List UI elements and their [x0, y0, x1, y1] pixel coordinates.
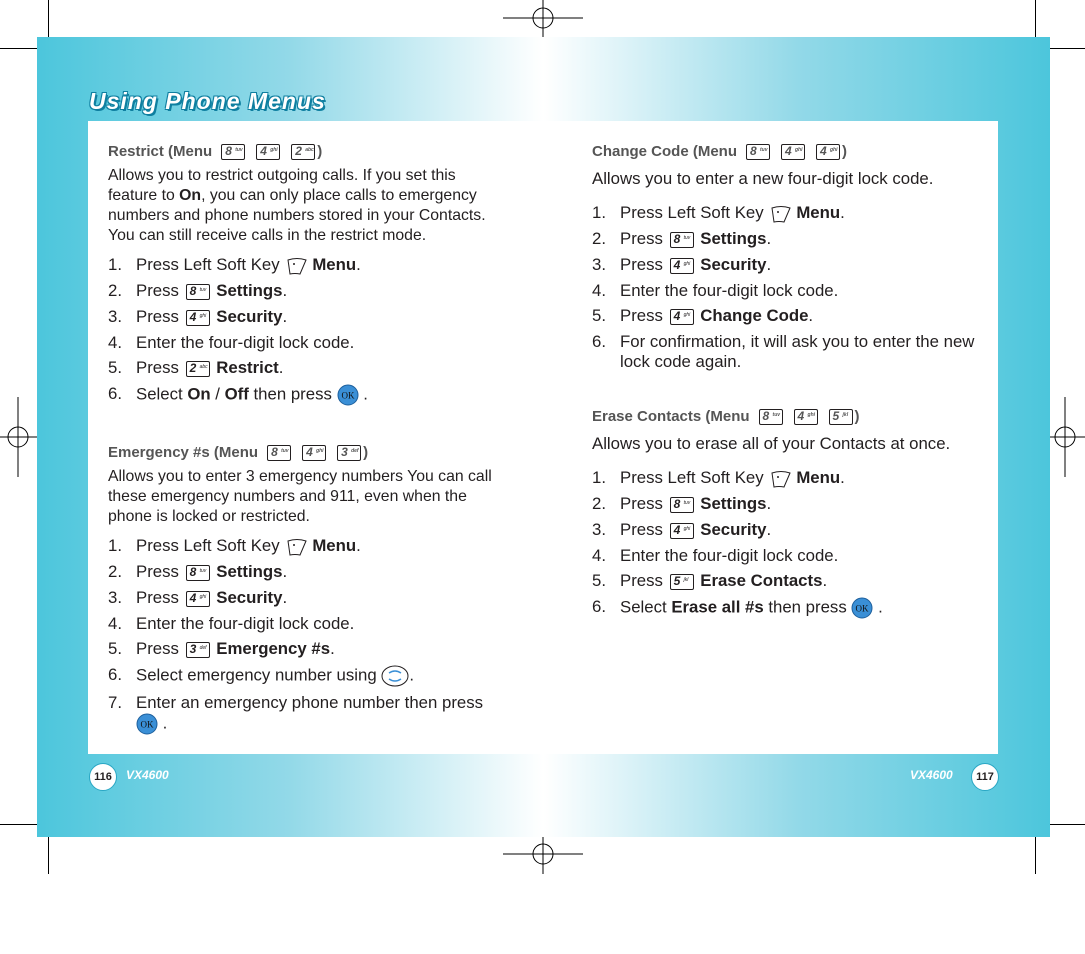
- ok-key-icon: [851, 597, 873, 619]
- svg-text:OK: OK: [140, 719, 154, 730]
- key-4-icon: 4 ghi: [256, 144, 280, 160]
- key-3-icon: 3 def: [337, 445, 361, 461]
- svg-text:OK: OK: [855, 603, 869, 614]
- svg-text:OK: OK: [341, 390, 355, 401]
- heading-close: ): [854, 408, 860, 425]
- list-item: 3. Press 4 ghi Security.: [592, 519, 772, 539]
- key-5-icon: 5 jkl: [829, 409, 853, 425]
- ok-key-icon: [337, 384, 359, 406]
- list-item: 4. Enter the four-digit lock code.: [108, 613, 355, 633]
- page-number-left: 116: [89, 763, 117, 791]
- key-8-icon: 8 tuv: [186, 565, 210, 581]
- list-item: 1. Press Left Soft Key Menu.: [592, 468, 845, 487]
- heading-close: ): [363, 444, 369, 461]
- list-item: 1. Press Left Soft Key Menu.: [592, 203, 845, 222]
- key-8-icon: 8 tuv: [746, 144, 770, 160]
- registration-mark-icon: [0, 397, 40, 477]
- list-item: 6. For confirmation, it will ask you to enter the new lock code again.: [592, 332, 975, 371]
- list-item: 5. Press 5 jkl Erase Contacts.: [592, 571, 828, 591]
- key-8-icon: 8 tuv: [759, 409, 783, 425]
- heading-close: ): [842, 143, 847, 160]
- list-item: 3. Press 4 ghi Security.: [592, 254, 772, 274]
- heading-text: Change Code (Menu: [592, 143, 737, 160]
- step-list: [108, 255, 498, 406]
- heading-close: ): [317, 143, 323, 160]
- left-soft-key-icon: [286, 256, 308, 276]
- heading-text: Restrict (Menu: [108, 143, 213, 160]
- ok-key-icon: [136, 713, 158, 735]
- key-2-icon: 2 abc: [291, 144, 315, 160]
- section-heading: [108, 143, 498, 161]
- key-8-icon: 8 tuv: [186, 284, 210, 300]
- section-heading: [108, 444, 498, 462]
- menu-key-sequence: [265, 445, 363, 461]
- restrict-section: [108, 143, 498, 406]
- left-soft-key-icon: [770, 204, 792, 224]
- key-8-icon: 8 tuv: [221, 144, 245, 160]
- left-column: [108, 121, 498, 740]
- section-heading: [592, 143, 984, 161]
- list-item: 4. Enter the four-digit lock code.: [592, 545, 839, 565]
- list-item: 2. Press 8 tuv Settings.: [592, 229, 772, 249]
- key-4-icon: 4 ghi: [670, 523, 694, 539]
- section-description: Allows you to restrict outgoing calls. If you set this feature to On, you can only place calls to emergency numbers and phone numbers stored in your Contacts. You can still receive calls in the restrict mode.: [108, 167, 486, 244]
- key-5-icon: 5 jkl: [670, 574, 694, 590]
- list-item: 4. Enter the four-digit lock code.: [108, 332, 355, 352]
- page-title: Using Phone Menus: [89, 88, 326, 114]
- right-column: [592, 121, 984, 625]
- key-8-icon: 8 tuv: [670, 497, 694, 513]
- registration-mark-icon: [503, 0, 583, 40]
- key-4-icon: 4 ghi: [794, 409, 818, 425]
- crop-mark: [1035, 837, 1036, 874]
- section-description: Allows you to enter a new four-digit lock code.: [592, 169, 934, 188]
- key-3-icon: 3 def: [186, 642, 210, 658]
- crop-mark: [0, 824, 37, 825]
- list-item: 5. Press 3 def Emergency #s.: [108, 639, 335, 659]
- step-list: [592, 468, 984, 619]
- crop-mark: [1050, 48, 1085, 49]
- list-item: 3. Press 4 ghi Security.: [108, 306, 288, 326]
- list-item: 6. Select Erase all #s then press OK .: [592, 597, 984, 619]
- key-4-icon: 4 ghi: [186, 310, 210, 326]
- key-4-icon: 4 ghi: [781, 144, 805, 160]
- list-item: 6. Select On / Off then press OK .: [108, 384, 498, 406]
- list-item: 2. Press 8 tuv Settings.: [108, 562, 288, 582]
- list-item: 2. Press 8 tuv Settings.: [592, 494, 772, 514]
- list-item: 6. Select emergency number using .: [108, 665, 498, 687]
- crop-mark: [48, 0, 49, 37]
- left-soft-key-icon: [286, 537, 308, 557]
- page-number-right: 117: [971, 763, 999, 791]
- section-heading: [592, 408, 984, 426]
- step-list: [108, 536, 498, 735]
- crop-mark: [1050, 824, 1085, 825]
- section-description: Allows you to erase all of your Contacts at once.: [592, 434, 951, 453]
- key-4-icon: 4 ghi: [670, 258, 694, 274]
- crop-mark: [48, 837, 49, 874]
- heading-text: Emergency #s (Menu: [108, 444, 259, 461]
- menu-key-sequence: [219, 144, 317, 160]
- nav-key-icon: [381, 665, 409, 687]
- menu-key-sequence: [744, 144, 842, 160]
- left-soft-key-icon: [770, 469, 792, 489]
- crop-mark: [1035, 0, 1036, 37]
- list-item: 1. Press Left Soft Key Menu.: [108, 536, 361, 555]
- model-name-left: VX4600: [126, 768, 169, 782]
- list-item: 7. Enter an emergency phone number then press OK .: [108, 693, 498, 735]
- key-4-icon: 4 ghi: [302, 445, 326, 461]
- erase-contacts-section: [592, 408, 984, 619]
- key-4-icon: 4 ghi: [670, 309, 694, 325]
- list-item: 5. Press 2 abc Restrict.: [108, 358, 284, 378]
- crop-mark: [0, 48, 37, 49]
- list-item: 5. Press 4 ghi Change Code.: [592, 306, 814, 326]
- emergency-section: [108, 444, 498, 735]
- key-4-icon: 4 ghi: [186, 591, 210, 607]
- registration-mark-icon: [1045, 397, 1085, 477]
- change-code-section: [592, 143, 984, 372]
- list-item: 4. Enter the four-digit lock code.: [592, 280, 839, 300]
- key-2-icon: 2 abc: [186, 361, 210, 377]
- heading-text: Erase Contacts (Menu: [592, 408, 750, 425]
- model-name-right: VX4600: [910, 768, 953, 782]
- list-item: 2. Press 8 tuv Settings.: [108, 281, 288, 301]
- registration-mark-icon: [503, 834, 583, 874]
- list-item: 1. Press Left Soft Key Menu.: [108, 255, 361, 274]
- menu-key-sequence: [757, 409, 855, 425]
- key-8-icon: 8 tuv: [670, 232, 694, 248]
- step-list: [592, 203, 984, 372]
- key-4-icon: 4 ghi: [816, 144, 840, 160]
- list-item: 3. Press 4 ghi Security.: [108, 587, 288, 607]
- section-description: Allows you to enter 3 emergency numbers You can call these emergency numbers and 911, even when the phone is locked or restricted.: [108, 468, 492, 525]
- key-8-icon: 8 tuv: [267, 445, 291, 461]
